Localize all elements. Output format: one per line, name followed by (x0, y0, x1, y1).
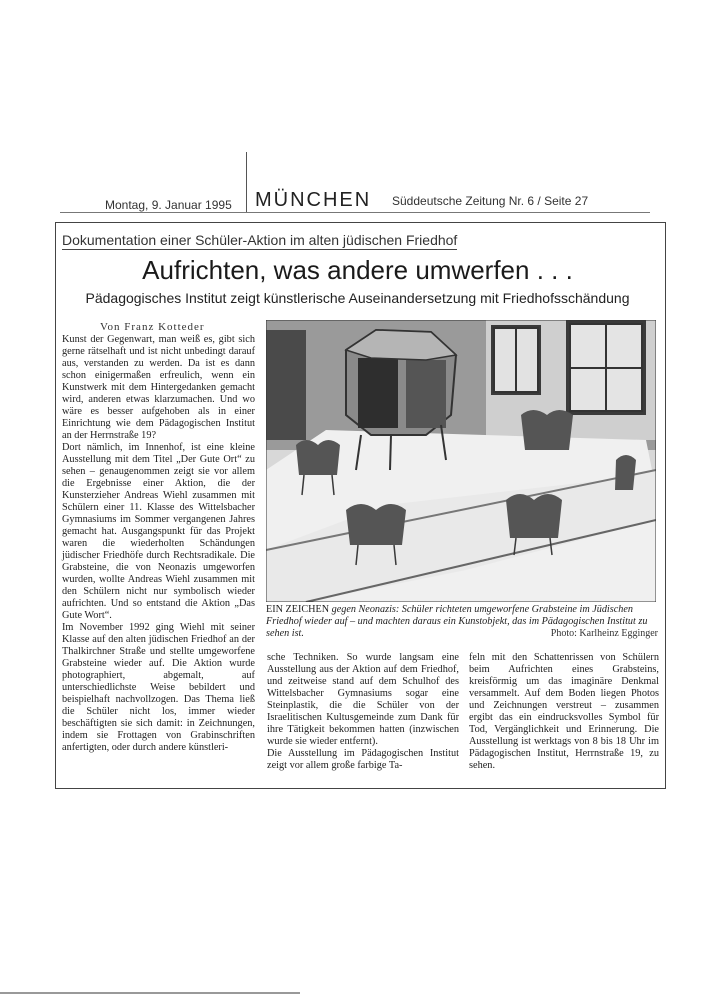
paragraph: Kunst der Gegenwart, man weiß es, gibt sich gerne rätselhaft und ist nicht unbedingt darauf aus, verstanden zu werden. Da ist es dann schon einigermaßen erfreulich, wenn ein Kunstwerk mit dem Hintergedanken gemacht wird, anderen etwas klarzumachen. Und wo wäre es besser aufgehoben als in einer Einrichtung wie dem Pädagogischen Institut an der Herrnstraße 19? (62, 334, 255, 441)
paragraph: feln mit den Schattenrissen von Schülern beim Aufrichten eines Grabsteins, kreisförmig um das imaginäre Denkmal versammelt. Auf dem Boden liegen Photos und Zeichnungen verstreut – zusammen ergibt das ein eindrucksvolles Symbol für Tod, Vergänglichkeit und Erinnerung. Die Ausstellung ist werktags von 8 bis 18 Uhr im Pädagogischen Institut, Herrnstraße 19, zu sehen. (469, 652, 659, 771)
article-kicker: Dokumentation einer Schüler-Aktion im alten jüdischen Friedhof (62, 232, 458, 248)
paragraph: Die Ausstellung im Pädagogischen Institut zeigt vor allem große farbige Ta- (267, 748, 459, 771)
section-title: MÜNCHEN (255, 189, 372, 211)
byline: Von Franz Kotteder (100, 321, 205, 333)
header-rule (60, 212, 650, 213)
caption-lead: EIN ZEICHEN (266, 604, 330, 615)
header-divider (246, 152, 247, 212)
caption-text: gegen Neonazis: Schüler richteten umgeworfene Grabsteine im Jüdischen Friedhof wieder auf – und machten daraus ein Kunstobjekt, das im Pädagogischen Institut zu sehen ist. (266, 604, 648, 639)
paragraph: sche Techniken. So wurde langsam eine Ausstellung aus der Aktion auf dem Friedhof, und zeitweise stand auf dem Schulhof des Wittelsbacher Gymnasiums sogar eine Steinplastik, die die Schüler von der Israelitischen Kultusgemeinde zum Dank für ihre Tätigkeit bekommen hatten (inzwischen wurde sie wieder entfernt). (267, 652, 459, 747)
article-headline: Aufrichten, was andere umwerfen . . . (142, 255, 573, 285)
article-subhead: Pädagogisches Institut zeigt künstlerische Auseinandersetzung mit Friedhofsschändung (85, 290, 630, 306)
text-column-2 (267, 652, 459, 772)
article-photo (266, 320, 656, 602)
photo-credit: Photo: Karlheinz Egginger (550, 628, 658, 639)
paragraph: Im November 1992 ging Wiehl mit seiner Klasse auf den alten jüdischen Friedhof an der Thalkirchner Straße und stellte umgeworfene Grabsteine wieder auf. Die Aktion wurde photographiert, abgemalt, auf unterschiedlichste Weise bebildert und beispielhaft nachvollzogen. Das Thema ließ die Schüler nicht los, immer wieder beschäftigten sie sich damit: in Zeichnungen, indem sie Frottagen von Grabinschriften anfertigten, oder durch andere künstleri- (62, 622, 255, 753)
newspaper-name: Süddeutsche Zeitung Nr. 6 / Seite 27 (392, 194, 589, 208)
scan-edge (0, 992, 300, 994)
text-column-1 (62, 334, 255, 754)
issue-date: Montag, 9. Januar 1995 (105, 198, 232, 212)
paragraph: Dort nämlich, im Innenhof, ist eine kleine Ausstellung mit dem Titel „Der Gute Ort“ zu sehen – genaugenommen zeigt sie vor allem die Ergebnisse einer Aktion, die der Kunsterzieher Andreas Wiehl zusammen mit Schülern einer 11. Klasse des Wittelsbacher Gymnasiums im Sommer vergangenen Jahres gemacht hat. Ausgangspunkt für das Projekt waren die wiederholten Schändungen jüdischer Friedhöfe durch Rechtsradikale. Die Grabsteine, die von Neonazis umgeworfen wurden, wollte Andreas Wiehl zusammen mit den Schülern nicht nur symbolisch wieder aufrichten. Und so entstand die Aktion „Das Gute Wort“. (62, 442, 255, 621)
text-column-3 (469, 652, 659, 772)
